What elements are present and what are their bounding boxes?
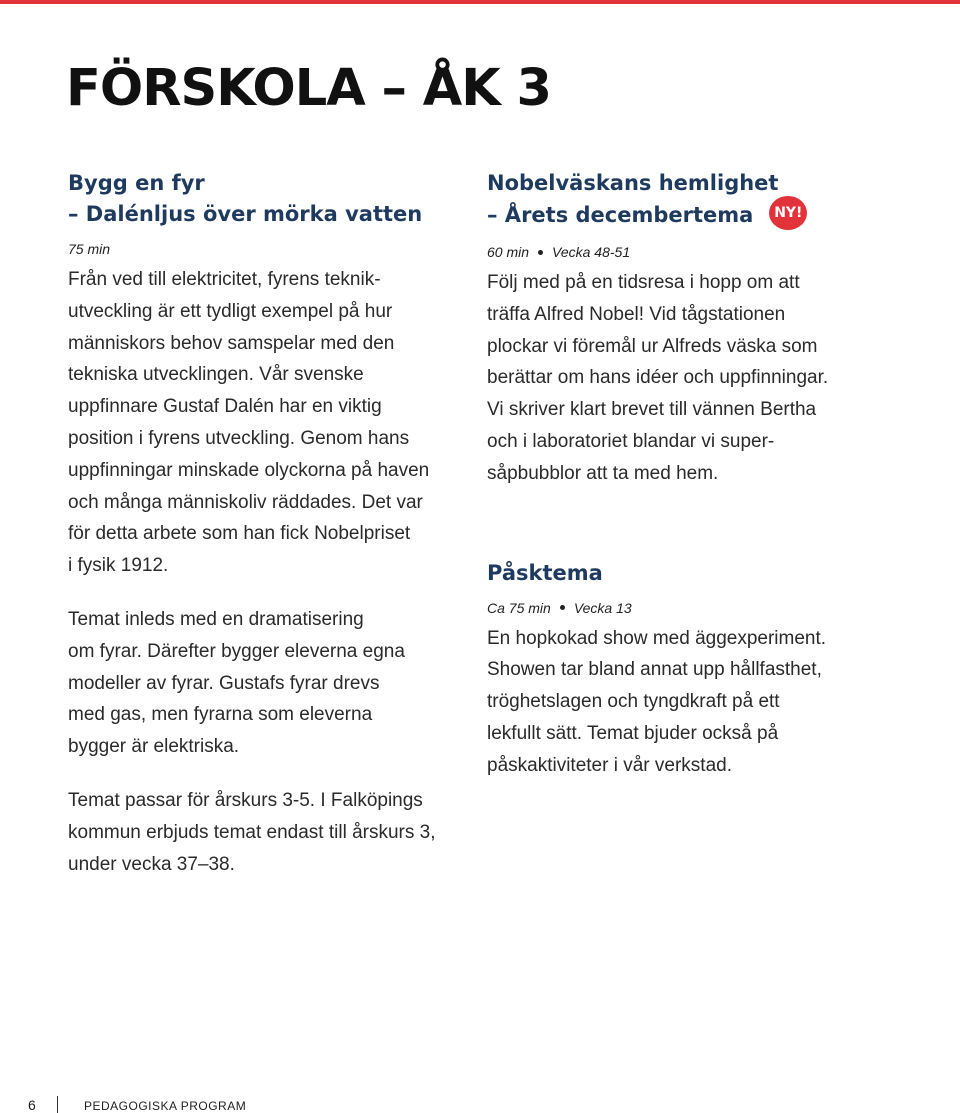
paragraph: Följ med på en tidsresa i hopp om att träffa Alfred Nobel! Vid tågstationen plockar vi föremål ur Alfreds väska som berättar om hans idéer och uppfinningar. Vi skriver klart brevet till vännen Bertha och i laboratoriet blandar vi super- såpbubblor att ta med hem.	[487, 272, 829, 484]
paragraph: Temat passar för årskurs 3-5. I Falköpings kommun erbjuds temat endast till årskurs 3, under vecka 37–38.	[68, 789, 436, 875]
new-badge: NY!	[769, 196, 807, 230]
section-title-line2-row	[487, 199, 907, 233]
page-number: 6	[28, 1097, 36, 1113]
paragraph: Temat inleds med en dramatisering om fyrar. Därefter bygger eleverna egna modeller av fyrar. Gustafs fyrar drevs med gas, men fyrarna som eleverna bygger är elektriska.	[68, 608, 405, 758]
section-title-nobelvaskans-hemlighet	[487, 168, 907, 233]
paragraph-gap	[68, 763, 468, 785]
top-accent-bar	[0, 0, 960, 4]
section-title-line2: – Dalénljus över mörka vatten	[68, 202, 423, 226]
section-title-line1: Nobelväskans hemlighet	[487, 171, 779, 195]
paragraph-gap	[68, 582, 468, 604]
section-spacer	[487, 490, 907, 558]
paragraph: Från ved till elektricitet, fyrens teknik- utveckling är ett tydligt exempel på hur människors behov samspelar med den tekniska utvecklingen. Vår svenske uppfinnare Gustaf Dalén har en viktig position i fyrens utveckling. Genom hans uppfinningar minskade olyckorna på haven och många människoliv räddades. Det var för detta arbete som han fick Nobelpriset i fysik 1912.	[68, 269, 430, 577]
duration-label: Ca 75 min	[487, 599, 551, 616]
page-title: FÖRSKOLA – ÅK 3	[66, 59, 551, 118]
section-meta	[68, 238, 468, 260]
section-meta	[487, 241, 907, 263]
section-title-bygg-en-fyr	[68, 168, 468, 230]
week-label: Vecka 13	[573, 599, 632, 616]
duration-label: 60 min	[487, 244, 530, 260]
right-column	[487, 168, 907, 782]
duration-label: 75 min	[68, 241, 111, 257]
section-title-pasktema: Påsktema	[487, 560, 603, 585]
paragraph: En hopkokad show med äggexperiment. Showen tar bland annat upp hållfasthet, tröghetslagen och tyngdkraft på ett lekfullt sätt. Temat bjuder också på påskaktiviteter i vår verkstad.	[487, 627, 827, 776]
bullet-dot-icon	[538, 250, 543, 255]
section-title-line1: Bygg en fyr	[68, 171, 205, 195]
section-title-line2: – Årets decembertema	[487, 203, 754, 227]
week-label: Vecka 48-51	[552, 244, 631, 260]
footer-divider	[57, 1096, 58, 1113]
bullet-dot-icon	[560, 605, 565, 610]
section-meta	[487, 597, 907, 619]
left-column	[68, 168, 468, 880]
footer-label: PEDAGOGISKA PROGRAM	[84, 1099, 247, 1113]
